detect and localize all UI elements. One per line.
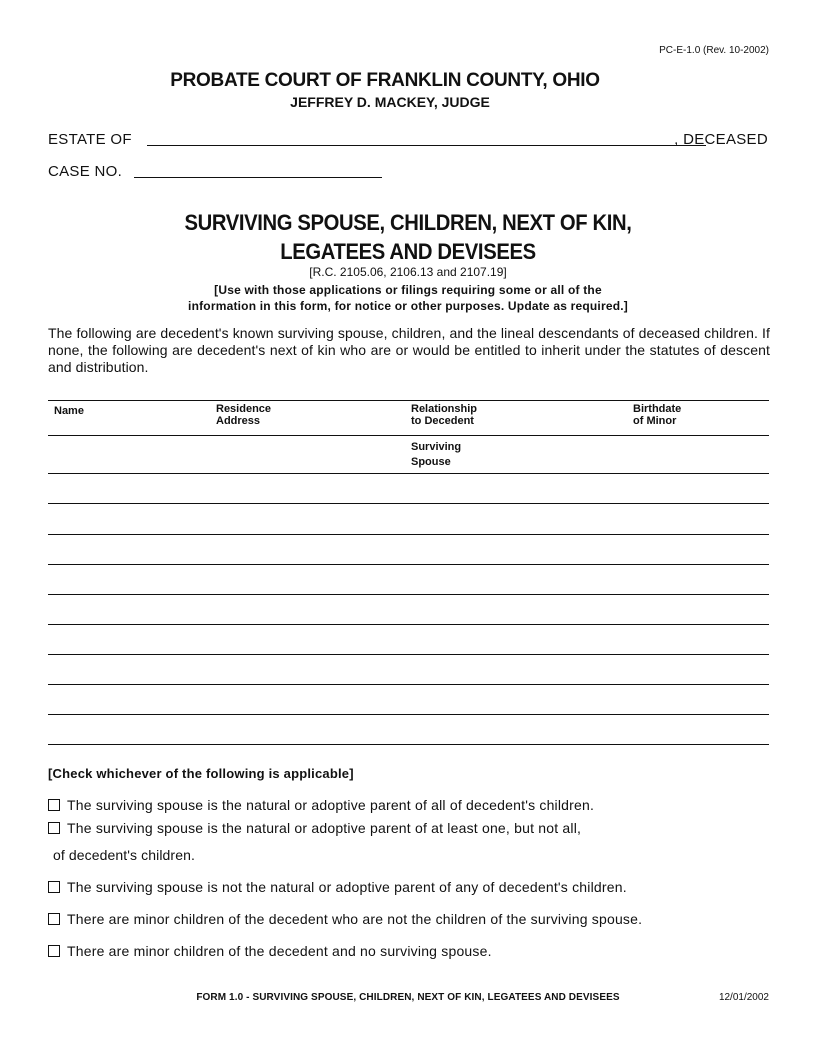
table-row[interactable] bbox=[48, 564, 769, 565]
checklist-item: There are minor children of the decedent and no surviving spouse. bbox=[48, 943, 492, 959]
table-row[interactable] bbox=[48, 744, 769, 745]
intro-paragraph: The following are decedent's known surviving spouse, children, and the lineal descendants of deceased children. If none, the following are decedent's next of kin who are or would be entitled to inherit under the statutes of descent and distribution. bbox=[48, 325, 770, 375]
estate-of-label: ESTATE OF bbox=[48, 131, 132, 148]
form-id: PC-E-1.0 (Rev. 10-2002) bbox=[659, 45, 769, 56]
table-row[interactable] bbox=[48, 503, 769, 504]
judge-name: JEFFREY D. MACKEY, JUDGE bbox=[290, 94, 490, 110]
document-title-line-2: LEGATEES AND DEVISEES bbox=[280, 239, 536, 264]
document-title bbox=[33, 208, 784, 266]
table-row[interactable] bbox=[48, 714, 769, 715]
table-row[interactable] bbox=[48, 654, 769, 655]
usage-note bbox=[0, 282, 816, 314]
column-header-name: Name bbox=[54, 405, 84, 417]
checklist-item: The surviving spouse is the natural or adoptive parent of all of decedent's children. bbox=[48, 797, 594, 813]
checklist-item-continuation: of decedent's children. bbox=[53, 847, 195, 863]
footer-date: 12/01/2002 bbox=[718, 992, 769, 1003]
surviving-spouse-label: Surviving Spouse bbox=[411, 441, 462, 468]
checklist-heading: [Check whichever of the following is applicable] bbox=[48, 766, 354, 781]
statute-reference: [R.C. 2105.06, 2106.13 and 2107.19] bbox=[309, 265, 507, 279]
column-header-birthdate: Birthdate of Minor bbox=[633, 403, 682, 427]
estate-of-row bbox=[48, 131, 768, 151]
checkbox[interactable] bbox=[48, 913, 60, 925]
checklist-item: There are minor children of the decedent who are not the children of the surviving spouse. bbox=[48, 911, 642, 927]
table-header-rule bbox=[48, 435, 769, 436]
usage-note-line-1: [Use with those applications or filings requiring some or all of the bbox=[214, 283, 602, 297]
checklist-item: The surviving spouse is not the natural or adoptive parent of any of decedent's children. bbox=[48, 879, 627, 895]
column-header-relationship: Relationship to Decedent bbox=[411, 403, 478, 427]
usage-note-line-2: information in this form, for notice or other purposes. Update as required.] bbox=[188, 299, 628, 313]
checkbox[interactable] bbox=[48, 881, 60, 893]
case-number-field[interactable] bbox=[134, 177, 382, 178]
table-row[interactable] bbox=[48, 534, 769, 535]
table-row[interactable] bbox=[48, 594, 769, 595]
footer-form-title: FORM 1.0 - SURVIVING SPOUSE, CHILDREN, NEXT OF KIN, LEGATEES AND DEVISEES bbox=[196, 992, 620, 1003]
checkbox[interactable] bbox=[48, 822, 60, 834]
table-row[interactable] bbox=[48, 473, 769, 474]
table-top-rule bbox=[48, 400, 769, 401]
document-title-line-1: SURVIVING SPOUSE, CHILDREN, NEXT OF KIN, bbox=[184, 210, 632, 235]
estate-name-field[interactable] bbox=[147, 145, 706, 146]
checkbox[interactable] bbox=[48, 799, 60, 811]
case-number-label: CASE NO. bbox=[48, 163, 123, 180]
table-row[interactable] bbox=[48, 684, 769, 685]
column-header-residence: Residence Address bbox=[216, 403, 272, 427]
checklist-item: The surviving spouse is the natural or adoptive parent of at least one, but not all, bbox=[48, 820, 581, 836]
table-row[interactable] bbox=[48, 624, 769, 625]
checkbox[interactable] bbox=[48, 945, 60, 957]
court-title: PROBATE COURT OF FRANKLIN COUNTY, OHIO bbox=[170, 70, 600, 91]
deceased-label: , DECEASED bbox=[674, 131, 768, 148]
